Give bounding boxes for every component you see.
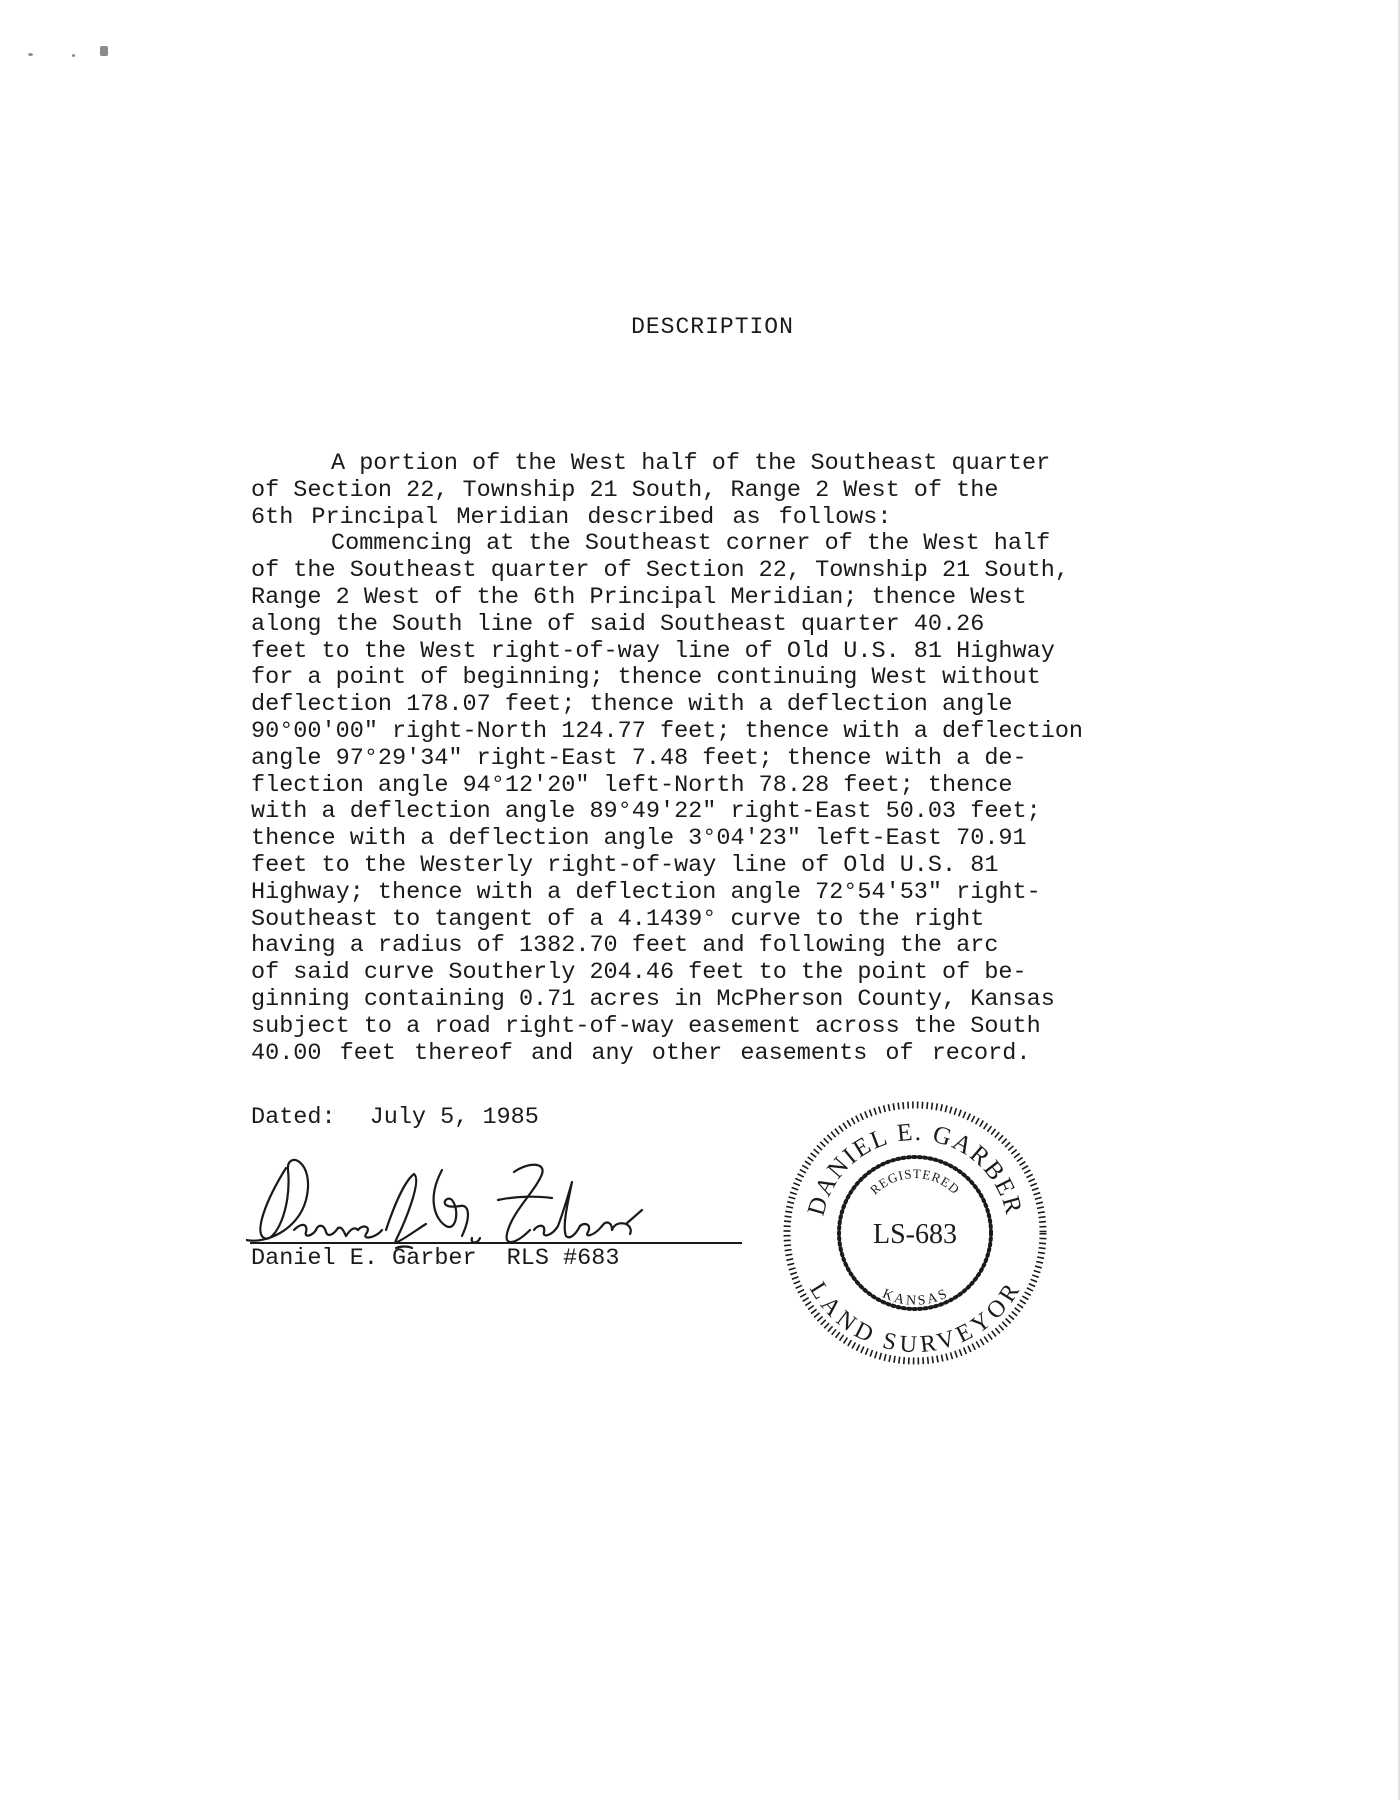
description-line: along the South line of said Southeast quarter 40.26 [251,610,985,638]
dated-value: July 5, 1985 [369,1104,539,1131]
seal-inner-top-text: REGISTERED [866,1165,964,1198]
description-line: feet to the Westerly right-of-way line of Old U.S. 81 [251,851,999,879]
description-line: 40.00 feet thereof and any other easements of record. [251,1039,1031,1067]
seal-outer-bottom-text: LAND SURVEYOR [804,1277,1026,1359]
description-line: Range 2 West of the 6th Principal Meridian; thence West [251,583,1027,611]
description-line: A portion of the West half of the Southeast quarter [331,450,1051,477]
description-line: thence with a deflection angle 3°04'23" left-East 70.91 [251,825,1027,853]
description-line: feet to the West right-of-way line of Old U.S. 81 Highway [251,637,1055,665]
description-line: of Section 22, Township 21 South, Range 2 West of the [251,476,999,504]
description-line: Highway; thence with a deflection angle 72°54'53" right- [251,878,1041,906]
dated-label: Dated: [251,1104,336,1131]
description-line: for a point of beginning; thence continuing West without [251,664,1041,692]
description-line: Commencing at the Southeast corner of the West half [331,530,1051,558]
scan-speck [100,46,108,56]
signature-line [250,1242,742,1244]
scan-speck [28,53,33,56]
description-line: subject to a road right-of-way easement across the South [251,1012,1041,1040]
dated-row [251,1104,539,1131]
seal-outer-top-text: DANIEL E. GARBER [802,1118,1028,1219]
svg-text:LAND SURVEYOR [804,1278,1026,1359]
description-line: deflection 178.07 feet; thence with a deflection angle [251,691,1013,719]
description-line: 6th Principal Meridian described as follows: [251,503,892,531]
seal-inner-bottom-text: KANSAS [880,1286,951,1309]
description-line: having a radius of 1382.70 feet and following the arc [251,932,999,960]
description-line: angle 97°29'34" right-East 7.48 feet; thence with a de- [251,744,1027,772]
signer-license: RLS #683 [506,1245,620,1272]
legal-description [251,451,1179,1067]
document-title: DESCRIPTION [631,314,794,340]
signer-name: Daniel E. Garber [251,1245,477,1272]
description-line: of the Southeast quarter of Section 22, Township 21 South, [251,557,1069,585]
scan-speck [72,54,75,57]
signer-block [251,1245,619,1272]
description-line: with a deflection angle 89°49'22" right-East 50.03 feet; [251,798,1041,826]
description-line: Southeast to tangent of a 4.1439° curve to the right [251,905,985,933]
svg-text:REGISTERED [867,1166,963,1197]
description-line: ginning containing 0.71 acres in McPherson County, Kansas [251,985,1055,1013]
description-line: flection angle 94°12'20" left-North 78.28 feet; thence [251,771,1013,799]
description-line: 90°00'00" right-North 124.77 feet; thence with a deflection [251,717,1084,745]
surveyor-seal [780,1098,1050,1368]
seal-center-text: LS-683 [873,1219,957,1250]
description-line: of said curve Southerly 204.46 feet to the point of be- [251,959,1027,987]
